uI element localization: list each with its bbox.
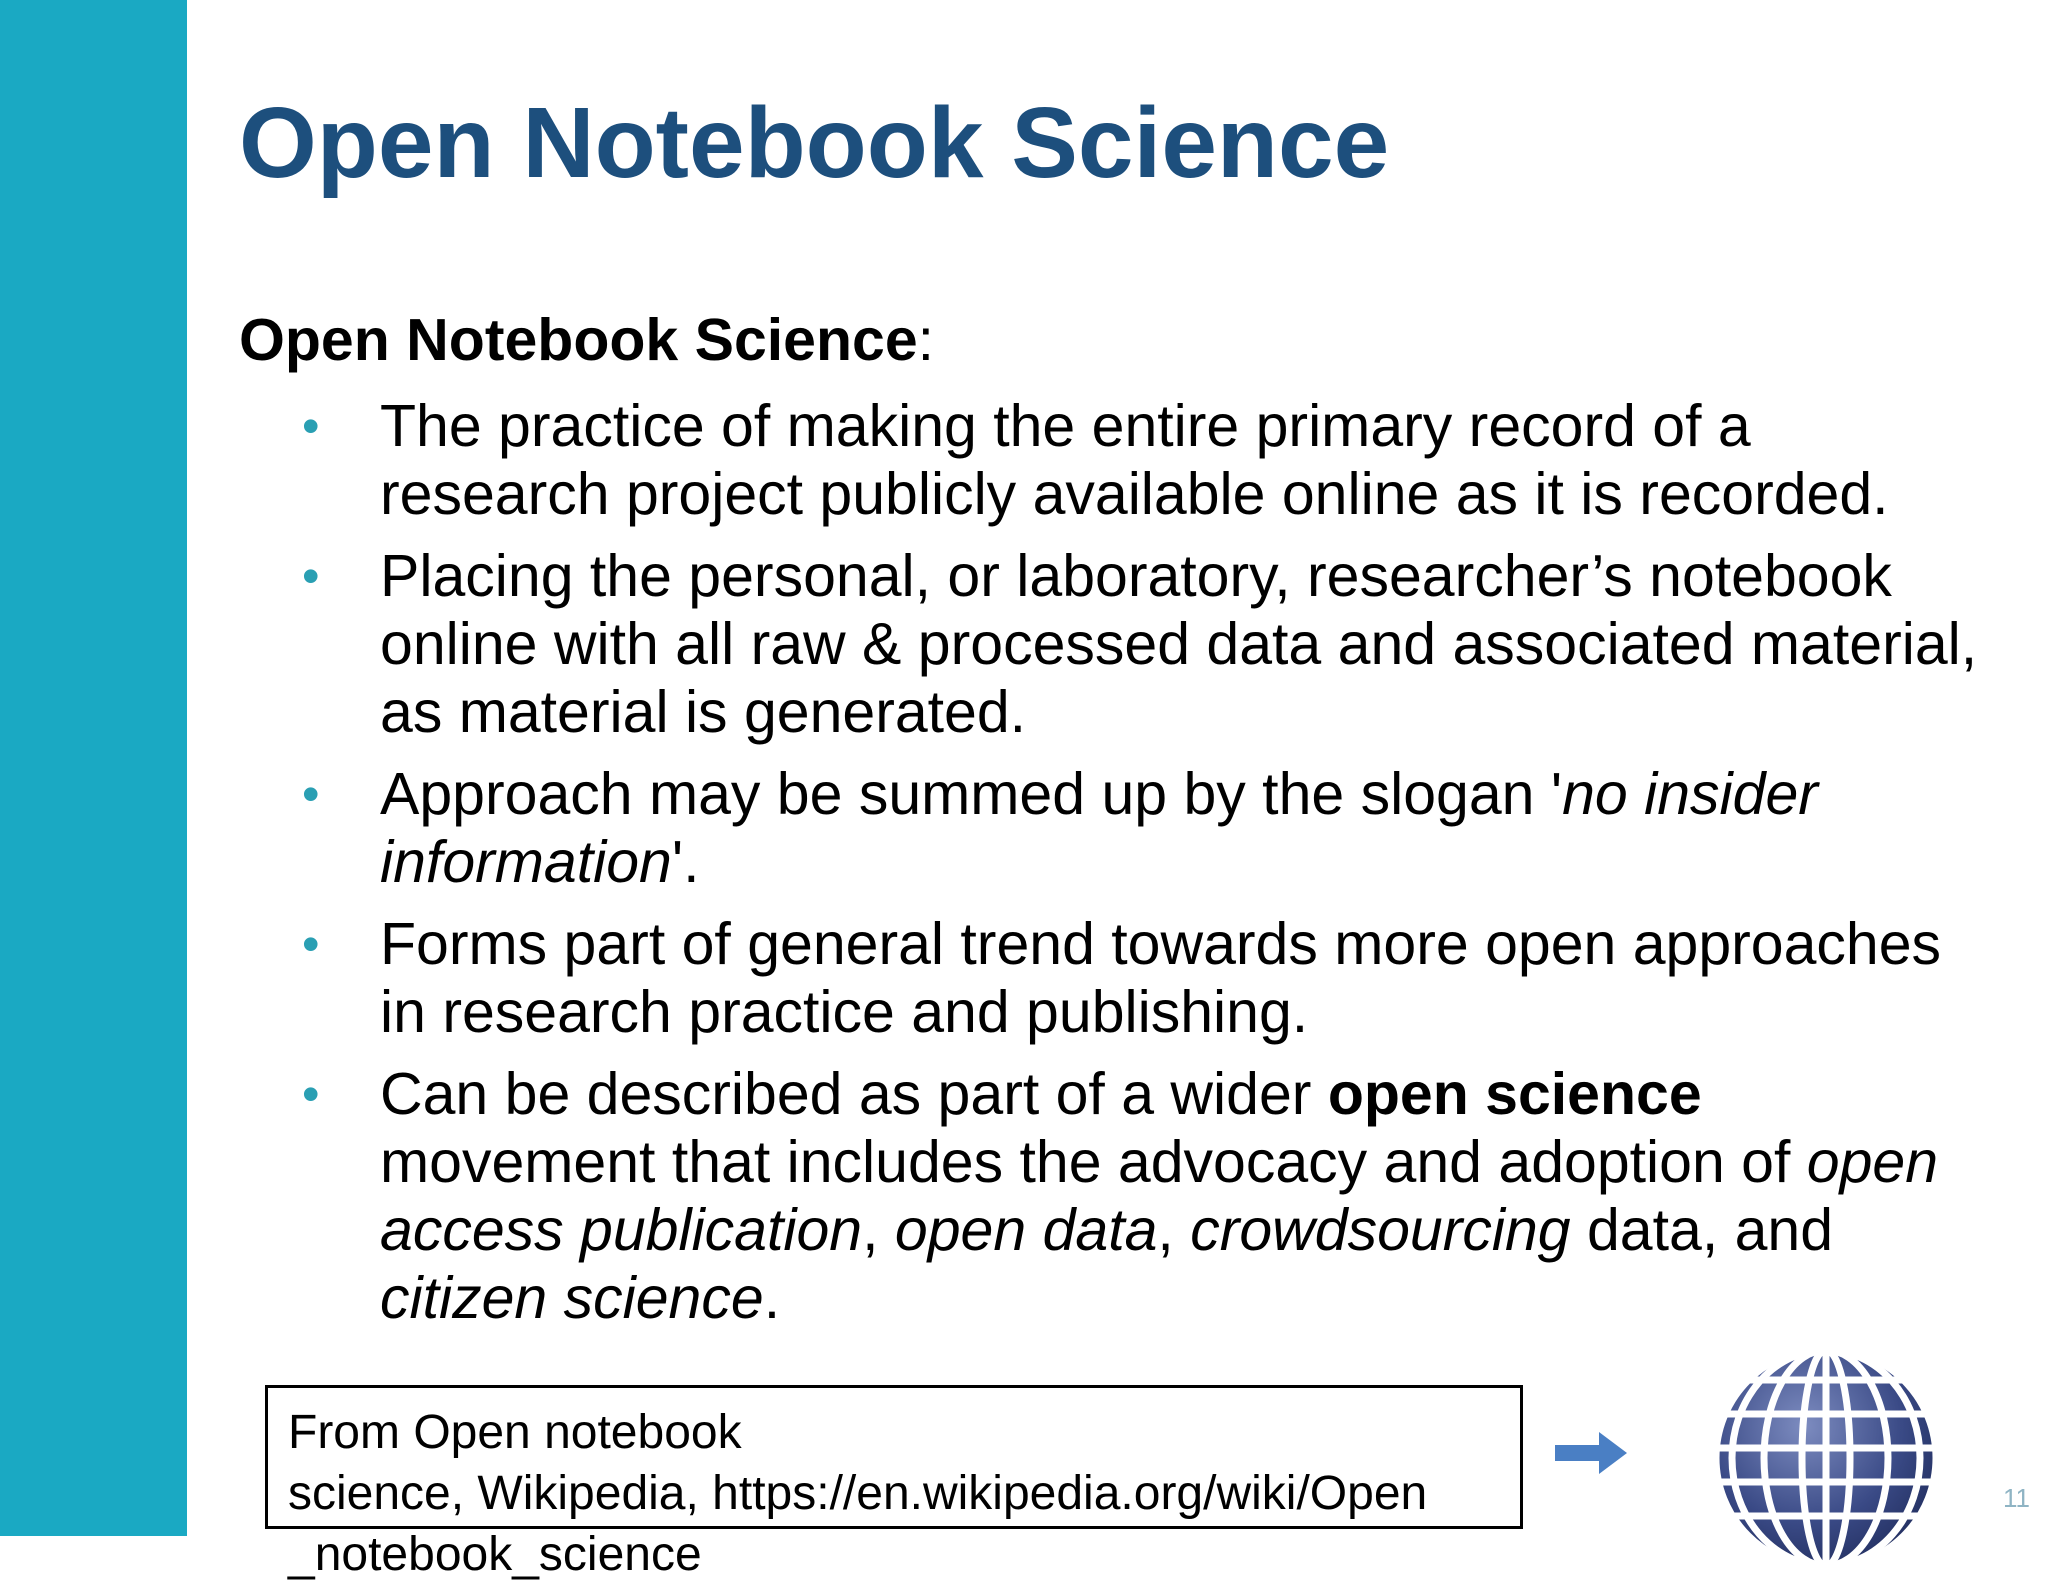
bullet-text-part: Approach may be summed up by the slogan ' [380, 761, 1563, 827]
slide-number: 11 [2003, 1483, 2030, 1513]
bullet-item [0, 542, 1980, 746]
bullet-item [0, 910, 1980, 1046]
citizen-science-term: citizen science [380, 1265, 764, 1331]
bullet-text-part: . [763, 1265, 781, 1331]
bullet-item [0, 1060, 1980, 1332]
crowdsourcing-term: crowdsourcing [1190, 1197, 1571, 1263]
open-data-term: open data [894, 1197, 1158, 1263]
bullet-item [0, 760, 1980, 896]
bullet-dot-icon: • [302, 766, 320, 822]
bullet-text: The practice of making the entire primary record of a research project publicly available online as it is recorded. [380, 393, 1889, 527]
source-citation-box [265, 1385, 1523, 1581]
bullet-item [0, 392, 1980, 528]
bullet-dot-icon: • [302, 916, 320, 972]
definition-colon: : [917, 307, 935, 373]
bullet-text-part: '. [671, 829, 700, 895]
bullet-text-part: , [862, 1197, 895, 1263]
bullet-text [380, 761, 1818, 895]
slide-title: Open Notebook Science [239, 87, 1390, 199]
bullet-text-part: Can be described as part of a wider [380, 1061, 1328, 1127]
source-line: _notebook_science [288, 1528, 702, 1581]
bullet-list [0, 392, 2048, 1346]
bullet-text: Forms part of general trend towards more open approaches in research practice and publishing. [380, 911, 1942, 1045]
globe-logo [1712, 1340, 1940, 1536]
bullet-text-part: movement that includes the advocacy and adoption of [380, 1129, 1807, 1195]
open-access-term: open access publication [380, 1129, 1939, 1263]
source-line: From Open notebook [288, 1406, 742, 1459]
bullet-text [380, 1061, 1938, 1331]
source-line: science, Wikipedia, https://en.wikipedia.org/wiki/Open [288, 1467, 1428, 1520]
right-arrow-icon [1555, 1432, 1627, 1474]
bullet-text: Placing the personal, or laboratory, researcher’s notebook online with all raw & processed data and associated material, as material is generated. [380, 543, 1978, 745]
bullet-dot-icon: • [302, 548, 320, 604]
bullet-text-part: data, and [1570, 1197, 1834, 1263]
bullet-dot-icon: • [302, 398, 320, 454]
definition-term: Open Notebook Science [239, 307, 918, 373]
slogan-text: no insider information [380, 761, 1818, 895]
bullet-dot-icon: • [302, 1066, 320, 1122]
definition-heading [239, 305, 934, 376]
bullet-text-part: , [1157, 1197, 1191, 1263]
open-science-term: open science [1327, 1061, 1702, 1127]
